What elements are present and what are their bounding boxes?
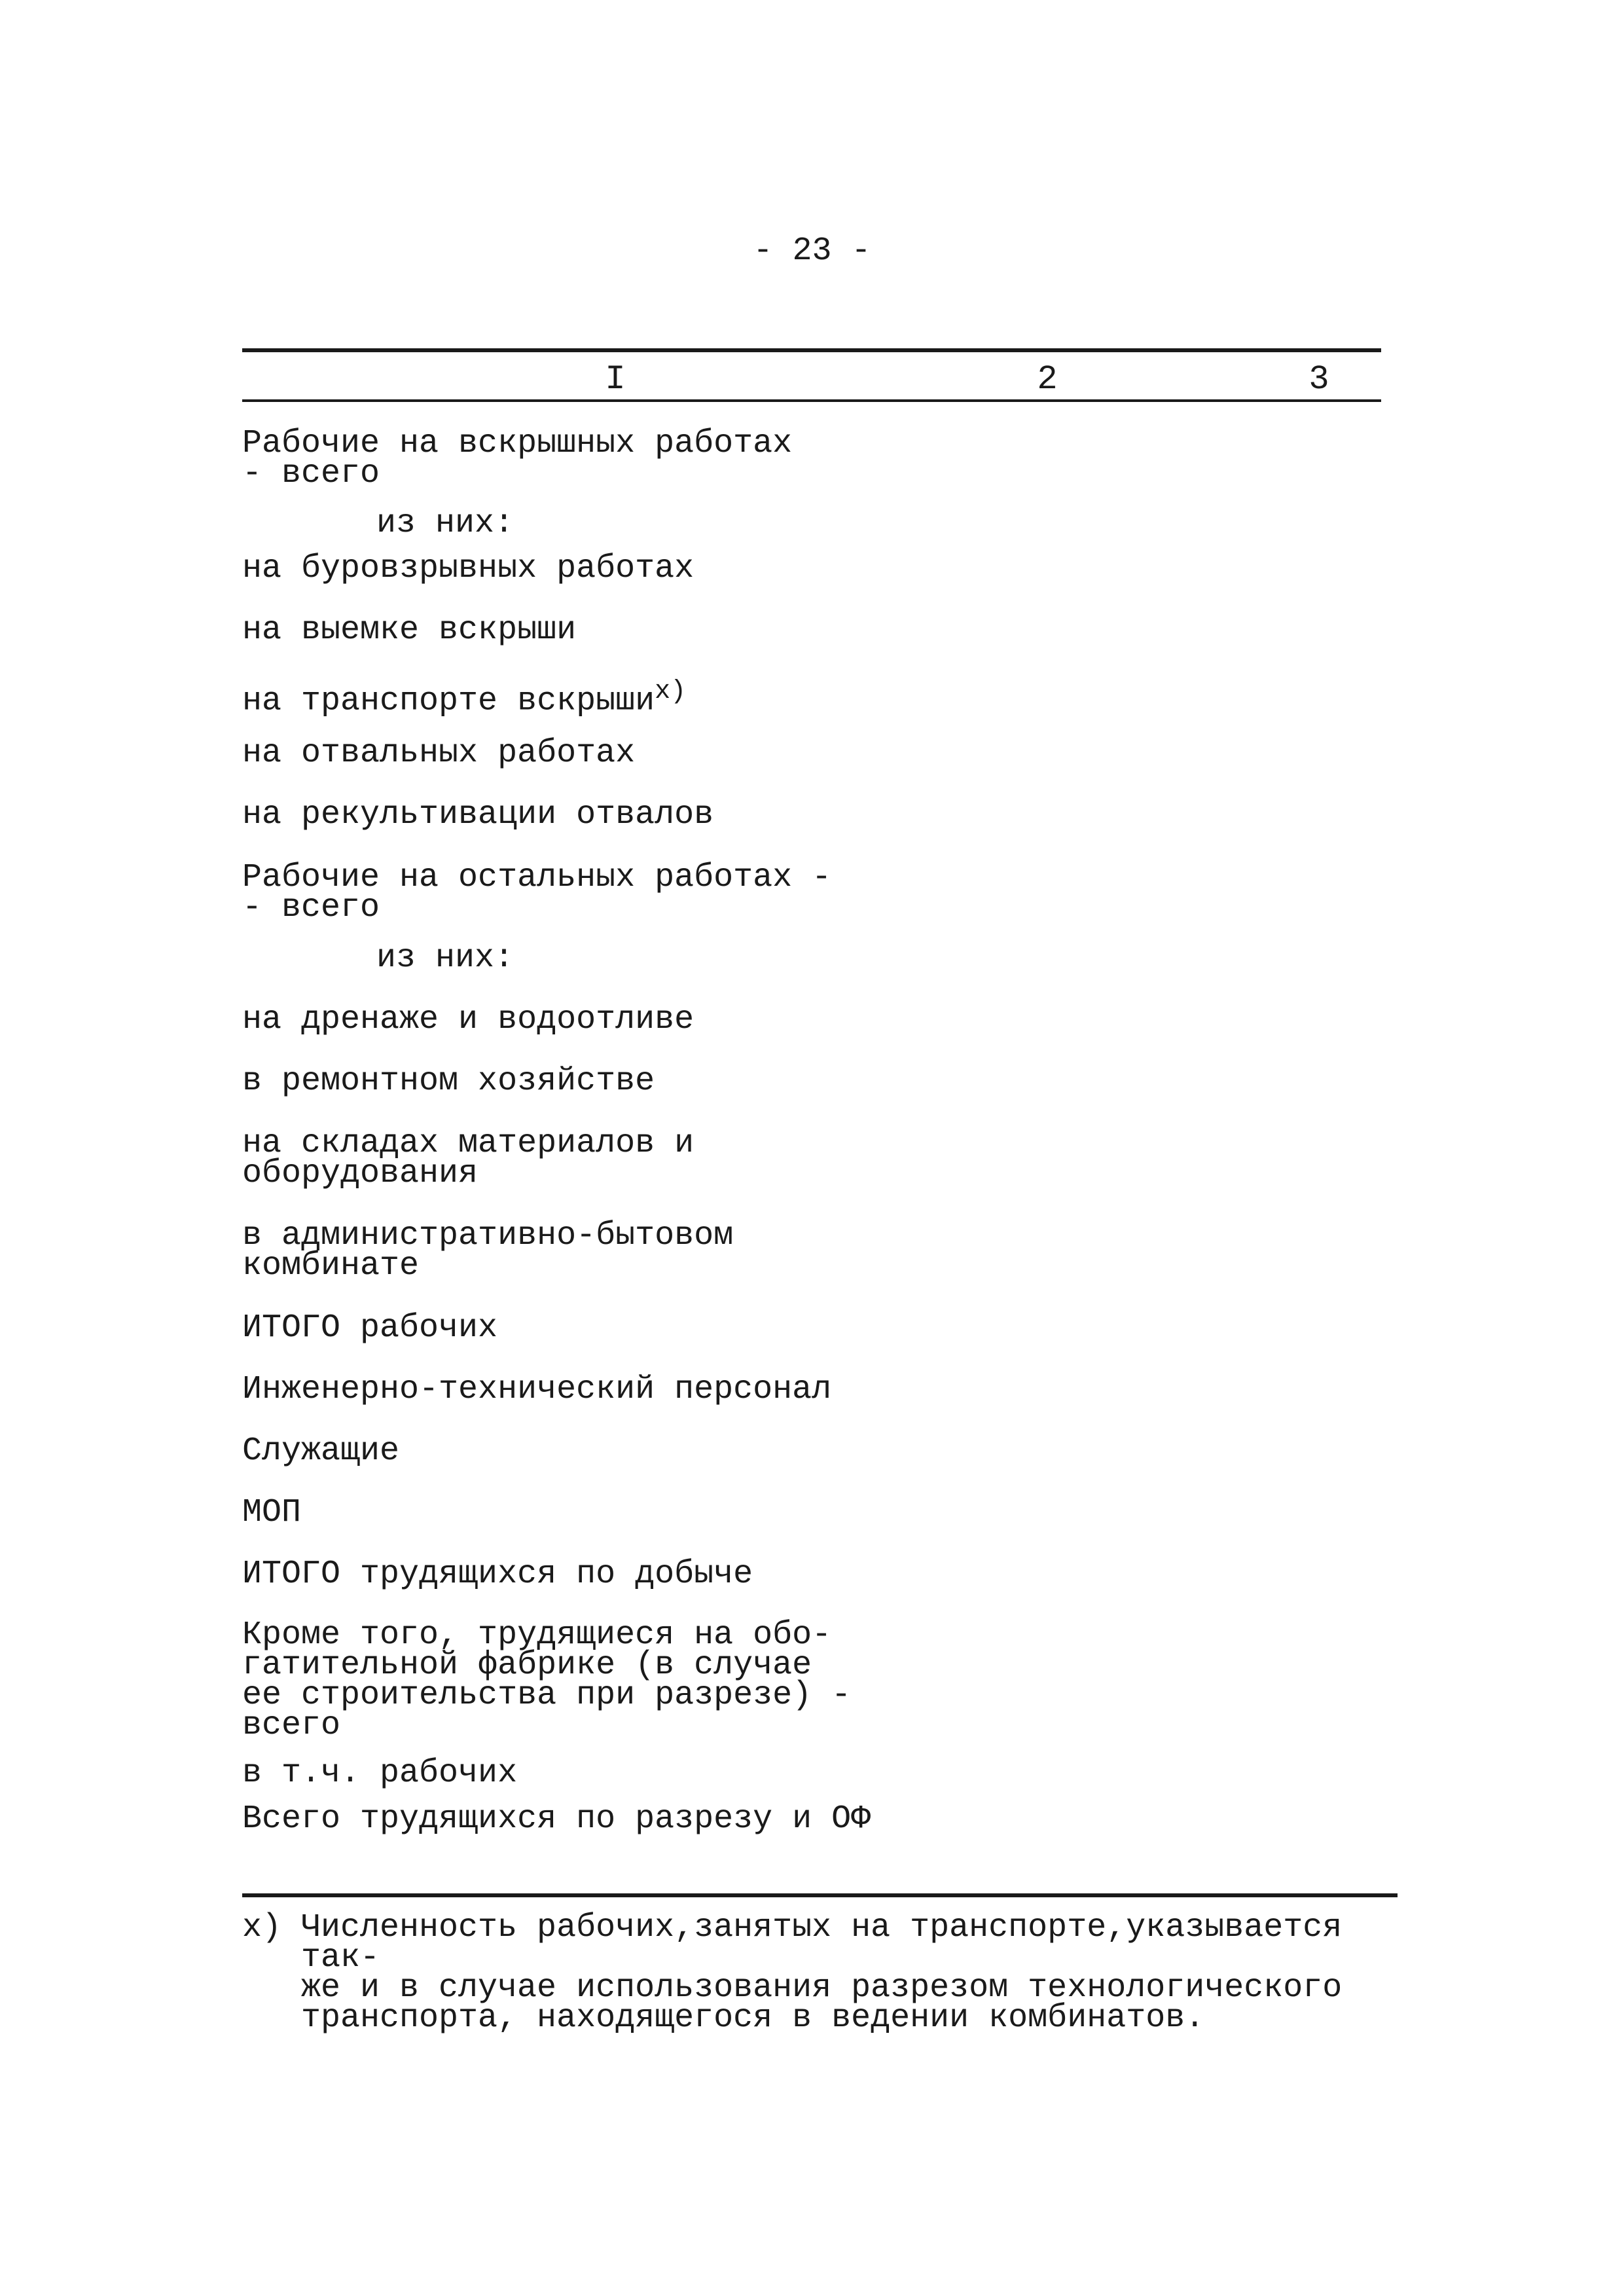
row-drainage: на дренаже и водоотливе [242,1001,695,1038]
row-other-workers-total: Рабочие на остальных работах - - всего [242,859,832,926]
column-header-1: I [605,360,626,399]
footnote-text: Численность рабочих,занятых на транспорте,указывается так- же и в случае использования разрезом технологического транспорта, находящегося в ведении комбинатов. [301,1909,1343,2037]
footnote-rule [242,1893,1398,1897]
row-warehouses: на складах материалов и оборудования [242,1125,695,1192]
row-total-workers: ИТОГО рабочих [242,1309,498,1347]
row-dump-works: на отвальных работах [242,735,636,772]
footnote-reference: x) [655,677,687,706]
row-of-them-2: из них: [376,939,514,977]
row-overburden-transport [242,677,897,720]
row-grand-total: Всего трудящихся по разрезу и ОФ [242,1800,871,1838]
row-employees: Служащие [242,1432,400,1470]
row-junior-service-staff: МОП [242,1494,302,1531]
footnote-mark: x) [242,1909,282,1946]
row-overburden-excavation: на выемке вскрыши [242,611,577,649]
column-header-2: 2 [1037,360,1058,399]
row-overburden-transport-label: на транспорте вскрыши [242,682,655,720]
row-total-mining-staff: ИТОГО трудящихся по добыче [242,1556,753,1593]
row-drilling-blasting: на буровзрывных работах [242,550,695,587]
row-processing-plant-staff: Кроме того, трудящиеся на обо- гатительной фабрике (в случае ее строительства при разрезе) - всего [242,1616,852,1744]
row-overburden-workers-total: Рабочие на вскрышных работах - всего [242,425,793,492]
row-repair-facilities: в ремонтном хозяйстве [242,1063,655,1100]
column-header-3: 3 [1308,360,1329,399]
row-dump-reclamation: на рекультивации отвалов [242,796,714,833]
row-admin-building: в административно-бытовом комбинате [242,1217,734,1285]
row-of-them-1: из них: [376,505,514,542]
page-number: - 23 - [753,232,871,270]
row-including-workers: в т.ч. рабочих [242,1755,518,1792]
row-engineering-staff: Инженерно-технический персонал [242,1371,832,1408]
